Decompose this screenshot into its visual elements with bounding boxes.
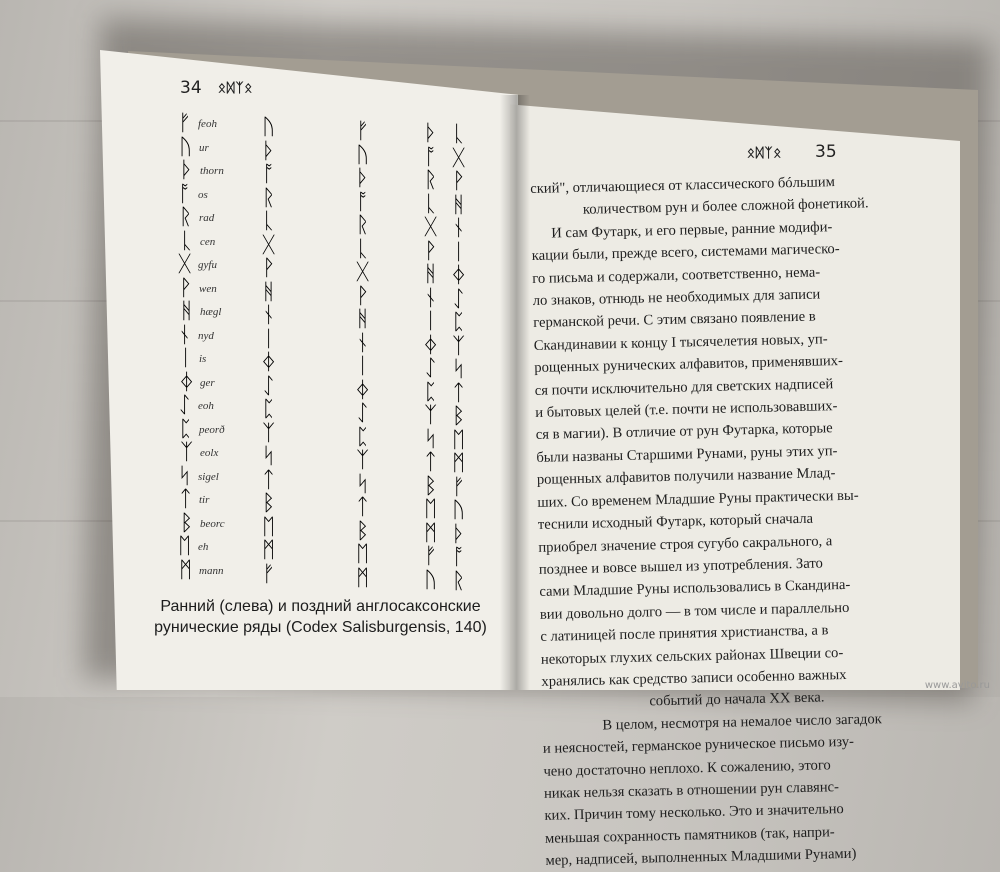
rune-late: ᚳ: [356, 235, 370, 261]
text-line: ких. Причин тому несколько. Это и значительно: [544, 801, 844, 825]
text-line: ло знаков, отнюдь не необходимых для записи: [532, 286, 821, 309]
rune-late-variant: ᛖ: [452, 426, 466, 452]
text-line: И сам Футарк, и его первые, ранние модифи-: [551, 218, 833, 242]
rune-early-variant: ᛁ: [262, 325, 276, 351]
rune-late-variant: ᚩ: [452, 544, 466, 569]
rune-late-variant: ᛈ: [424, 378, 438, 404]
rune-late-variant: ᚾ: [452, 215, 466, 240]
rune-late-variant: ᛇ: [452, 285, 466, 311]
rune-late-variant: ᚷ: [424, 214, 438, 239]
rune-early-variant: ᛇ: [262, 372, 276, 398]
rune-gloss: hægl: [200, 306, 222, 318]
rune-late: ᛈ: [356, 423, 370, 449]
text-line: позднее и вовсе вышел из употребления. Зато: [538, 555, 824, 578]
rune-late-variant: ᛒ: [424, 472, 438, 498]
rune-late-variant: ᚱ: [452, 567, 466, 593]
rune-late-variant: ᚠ: [452, 473, 466, 499]
rune-late: ᛇ: [356, 400, 370, 425]
text-line: никак нельзя сказать в отношении рун славянс-: [543, 779, 840, 802]
rune-gloss: ger: [200, 376, 215, 389]
rune-gloss: eoh: [198, 400, 214, 412]
text-line: рощенных рунических алфавитов, применявших-: [534, 353, 844, 377]
rune-early: ᚩ: [178, 180, 192, 206]
rune-late-variant: ᛏ: [452, 379, 466, 405]
rune-late-variant: ᛋ: [424, 425, 438, 451]
right-page-number: 35: [815, 142, 837, 162]
rune-late-variant: ᚻ: [424, 261, 438, 286]
rune-early: ᚻ: [180, 298, 194, 323]
rune-early-variant: ᚹ: [262, 255, 276, 280]
rune-early-variant: ᚳ: [262, 208, 276, 233]
rune-late-variant: ᚢ: [452, 497, 466, 522]
rune-early-variant: ᛄ: [262, 349, 276, 374]
text-line: с латиницей после принятия христианства, а в: [540, 622, 829, 646]
rune-late-variant: ᛗ: [424, 519, 438, 545]
rune-early: ᚢ: [179, 133, 193, 159]
rune-late: ᚾ: [356, 329, 370, 355]
right-ornament-icon: ᛟᛞᛉᛟ: [747, 146, 783, 161]
rune-early: ᛈ: [179, 415, 193, 441]
rune-early-variant: ᚢ: [262, 114, 276, 139]
rune-gloss: feoh: [198, 118, 217, 130]
rune-gloss: thorn: [200, 165, 224, 177]
book-gutter: [500, 95, 530, 690]
rune-late: ᛗ: [356, 564, 370, 590]
rune-late-variant: ᚩ: [424, 143, 438, 169]
rune-late-variant: ᛁ: [452, 238, 466, 264]
rune-late: ᚱ: [356, 212, 370, 237]
rune-gloss: sigel: [198, 470, 219, 483]
figure-caption-line2: рунические ряды (Codex Salisburgensis, 140): [154, 619, 487, 636]
rune-early: ᚾ: [178, 321, 192, 347]
rune-late-variant: ᛈ: [452, 309, 466, 334]
left-page-number: 34: [180, 78, 202, 98]
rune-early: ᚳ: [180, 227, 194, 253]
rune-early: ᛄ: [180, 368, 194, 394]
rune-gloss: os: [198, 188, 208, 201]
rune-late-variant: ᚹ: [452, 168, 466, 193]
rune-early: ᛉ: [180, 439, 194, 464]
text-line: рощенных алфавитов получили название Млад-: [536, 465, 836, 489]
rune-gloss: peorð: [199, 423, 225, 436]
rune-late-variant: ᛇ: [424, 355, 438, 380]
rune-late: ᚠ: [356, 118, 370, 143]
rune-early: ᛋ: [178, 462, 192, 488]
rune-late-variant: ᚦ: [452, 520, 466, 546]
rune-gloss: eh: [198, 541, 209, 553]
rune-gloss: beorc: [200, 517, 225, 530]
text-line: ский", отличающиеся от классического бóльшим: [530, 174, 836, 197]
rune-early: ᚦ: [180, 157, 194, 182]
rune-early-variant: ᚩ: [262, 161, 276, 186]
rune-late-variant: ᚦ: [424, 120, 438, 145]
rune-late: ᚹ: [356, 282, 370, 308]
text-line: и бытовых целей (т.е. почти не использовавших-: [535, 398, 838, 421]
text-line: приобрел значение строя сугубо сакрального, а: [538, 532, 833, 556]
rune-late-variant: ᛖ: [424, 496, 438, 521]
text-line: ся в магии). В отличие от рун Футарка, которые: [535, 420, 833, 444]
rune-late: ᚻ: [356, 306, 370, 331]
rune-early: ᛗ: [179, 556, 193, 582]
text-line: Скандинавии к концу I тысячелетия новых, уп-: [533, 331, 828, 354]
text-line: ся почти исключительно для светских надписей: [534, 375, 834, 399]
rune-early: ᚹ: [179, 274, 193, 300]
rune-gloss: eolx: [200, 447, 219, 459]
rune-late: ᛋ: [356, 470, 370, 496]
rune-late: ᛁ: [356, 353, 370, 378]
rune-early: ᛇ: [178, 392, 192, 417]
figure-caption-line1: Ранний (слева) и поздний англосаксонские: [160, 598, 481, 615]
text-line: количеством рун и более сложной фонетикой.: [582, 195, 869, 219]
text-line: и неясностей, германское руническое письмо изу-: [542, 733, 855, 758]
rune-gloss: rad: [199, 212, 215, 224]
text-line: меньшая сохранность памятников (так, напри-: [544, 824, 835, 847]
text-line: чено достаточно неплохо. К сожалению, этого: [543, 756, 831, 780]
text-line: го письма и содержали, соответственно, нема-: [532, 264, 821, 287]
rune-late-variant: ᚾ: [424, 284, 438, 310]
text-line: сами Младшие Руны использовались в Скандина-: [539, 577, 851, 601]
left-ornament-icon: ᛟᛞᛉᛟ: [218, 81, 254, 96]
rune-late-variant: ᛏ: [424, 449, 438, 474]
text-line: событий до начала XX века.: [649, 689, 825, 710]
rune-early-variant: ᚷ: [262, 231, 276, 257]
rune-late-variant: ᚻ: [452, 191, 466, 217]
rune-late-variant: ᛁ: [424, 308, 438, 333]
rune-late-variant: ᚳ: [424, 190, 438, 216]
rune-late-variant: ᚳ: [452, 121, 466, 146]
text-line: В целом, несмотря на немалое число загадок: [602, 710, 882, 734]
rune-late-variant: ᚹ: [424, 237, 438, 263]
text-line: мер, надписей, выполненных Младшими Рунами): [545, 845, 857, 870]
rune-late: ᛉ: [356, 447, 370, 472]
rune-early-variant: ᛖ: [262, 513, 276, 539]
rune-gloss: cen: [200, 235, 216, 248]
rune-late: ᚷ: [356, 259, 370, 284]
rune-gloss: ur: [199, 141, 209, 154]
rune-early: ᚷ: [178, 251, 192, 276]
rune-early-variant: ᚦ: [262, 137, 276, 163]
rune-late: ᚦ: [356, 165, 370, 190]
text-line: некоторых глухих сельских районах Швеции со-: [540, 644, 844, 668]
rune-late-variant: ᛒ: [452, 403, 466, 428]
rune-early: ᛏ: [179, 486, 193, 511]
rune-late-variant: ᛄ: [452, 262, 466, 287]
text-line: германской речи. С этим связано появление в: [533, 308, 816, 332]
rune-late-variant: ᚱ: [424, 167, 438, 192]
rune-late-variant: ᛋ: [452, 356, 466, 381]
rune-early-variant: ᛗ: [262, 537, 276, 562]
rune-early: ᛁ: [179, 345, 193, 370]
rune-late-variant: ᛄ: [424, 331, 438, 357]
watermark: www.avito.ru: [924, 680, 990, 691]
rune-gloss: nyd: [198, 329, 214, 342]
rune-late-variant: ᚠ: [424, 543, 438, 568]
rune-late-variant: ᛉ: [424, 402, 438, 427]
text-line: хранялись как средство записи особенно важных: [541, 666, 847, 690]
rune-early-variant: ᚾ: [262, 302, 276, 327]
text-line: были названы Старшими Рунами, руны этих уп-: [536, 442, 838, 466]
rune-late: ᚢ: [356, 141, 370, 167]
text-line: кации были, прежде всего, системами магическо-: [531, 241, 840, 265]
rune-early-variant: ᚱ: [262, 184, 276, 210]
rune-late: ᚩ: [356, 188, 370, 214]
rune-late: ᛖ: [356, 541, 370, 566]
rune-late: ᛏ: [356, 494, 370, 519]
text-line: теснили исходный Футарк, который сначала: [537, 510, 814, 534]
rune-gloss: wen: [199, 282, 217, 295]
rune-gloss: gyfu: [198, 259, 217, 271]
rune-early-variant: ᚠ: [262, 560, 276, 586]
rune-gloss: is: [199, 353, 207, 365]
right-page-text: [530, 169, 936, 872]
text-line: ших. Со временем Младшие Руны практически вы-: [537, 487, 859, 511]
rune-gloss: mann: [199, 564, 224, 577]
rune-early-variant: ᛈ: [262, 396, 276, 421]
rune-late: ᛒ: [356, 517, 370, 543]
rune-early-variant: ᛏ: [262, 466, 276, 492]
rune-late-variant: ᚢ: [424, 566, 438, 592]
rune-late-variant: ᚷ: [452, 144, 466, 170]
text-line: вии довольно долго — в том числе и параллельно: [539, 599, 850, 623]
rune-early: ᚠ: [178, 110, 192, 135]
rune-early: ᛖ: [178, 533, 192, 558]
rune-gloss: tir: [199, 494, 210, 506]
rune-early-variant: ᛋ: [262, 443, 276, 468]
rune-early: ᚱ: [179, 204, 193, 229]
rune-early-variant: ᚻ: [262, 278, 276, 304]
rune-late-variant: ᛉ: [452, 332, 466, 358]
rune-late-variant: ᛗ: [452, 450, 466, 475]
rune-early: ᛒ: [180, 509, 194, 535]
rune-early-variant: ᛒ: [262, 490, 276, 515]
rune-early-variant: ᛉ: [262, 419, 276, 445]
rune-late: ᛄ: [356, 376, 370, 402]
